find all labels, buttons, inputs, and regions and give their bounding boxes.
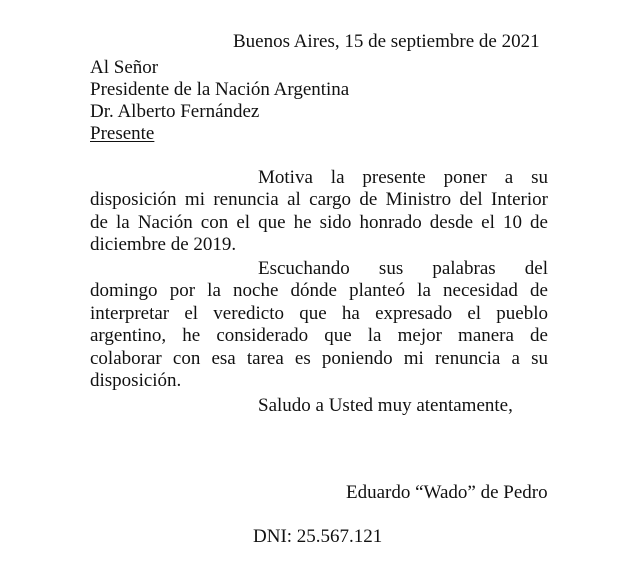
paragraph-1-line: disposición mi renuncia al cargo de Ministro del Interior xyxy=(90,189,548,211)
place-date: Buenos Aires, 15 de septiembre de 2021 xyxy=(233,31,540,52)
recipient-presente: Presente xyxy=(90,123,155,144)
recipient-greeting: Al Señor xyxy=(90,57,159,78)
paragraph-1-line: diciembre de 2019. xyxy=(90,234,237,256)
recipient-name: Dr. Alberto Fernández xyxy=(90,101,260,122)
recipient-title: Presidente de la Nación Argentina xyxy=(90,79,350,100)
paragraph-2-line: domingo por la noche dónde planteó la necesidad de xyxy=(90,280,548,302)
paragraph-2 xyxy=(90,258,548,392)
paragraph-2-line: interpretar el veredicto que ha expresado el pueblo xyxy=(90,302,548,324)
paragraph-2-line: argentino, he considerado que la mejor manera de xyxy=(90,325,548,347)
dni: DNI: 25.567.121 xyxy=(253,526,383,547)
signature-name: Eduardo “Wado” de Pedro xyxy=(346,482,548,503)
paragraph-1-lead: Motiva la presente poner a su xyxy=(258,167,548,188)
paragraph-1-line: de la Nación con el que he sido honrado desde el 10 de xyxy=(90,211,548,233)
paragraph-2-line: disposición. xyxy=(90,370,182,392)
paragraph-2-line: colaborar con esa tarea es poniendo mi renuncia a su xyxy=(90,347,548,369)
paragraph-1 xyxy=(90,167,548,257)
paragraph-2-lead: Escuchando sus palabras del xyxy=(258,258,548,279)
closing: Saludo a Usted muy atentamente, xyxy=(258,395,513,416)
